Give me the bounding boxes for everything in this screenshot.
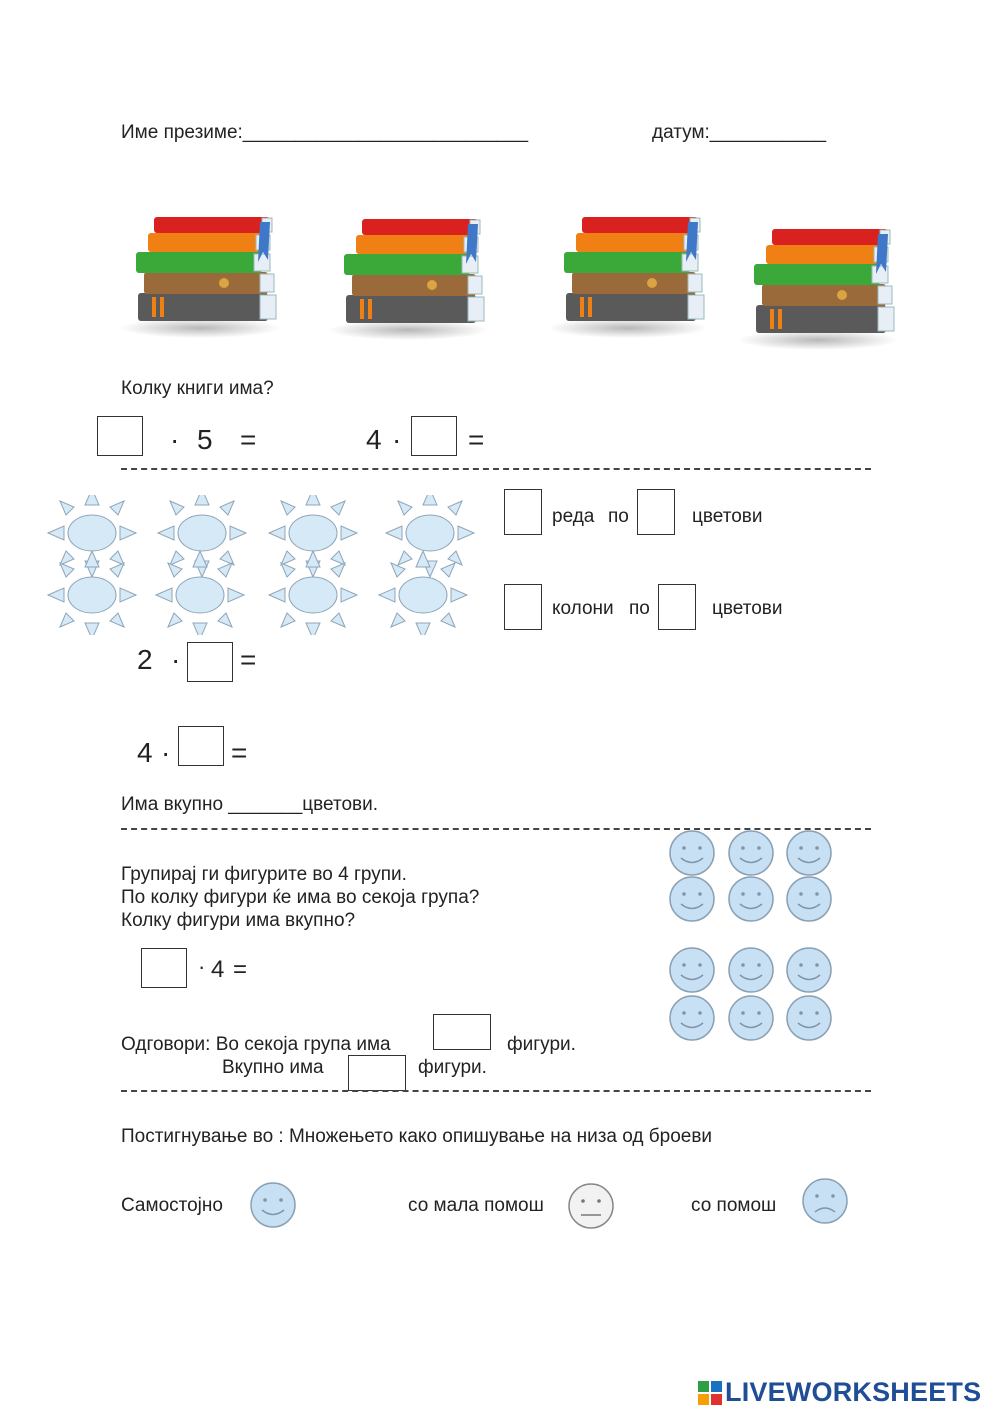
- factor-four: 4: [137, 737, 153, 768]
- neutral-face-icon: [567, 1183, 615, 1229]
- name-field-label: Име презиме:___________________________: [121, 122, 529, 143]
- assessment-option-little-help: со мала помош: [408, 1195, 544, 1216]
- answer-group-size-box[interactable]: [433, 1014, 491, 1050]
- date-field-label: датум:___________: [652, 122, 827, 143]
- assessment-option-with-help: со помош: [691, 1195, 777, 1216]
- assessment-title: Постигнување во : Множењето како опишување на низа од броеви: [121, 1126, 713, 1147]
- equals-sign: =: [468, 424, 485, 455]
- books-question: Колку книги има?: [121, 378, 274, 399]
- answer-total-box[interactable]: [348, 1055, 406, 1091]
- flowers-total: Има вкупно _______цветови.: [121, 794, 379, 815]
- flower-answer-box-1[interactable]: [187, 642, 233, 682]
- po-word: по: [608, 506, 629, 527]
- section-divider: [121, 1090, 871, 1092]
- dot-symbol: ·: [161, 737, 171, 768]
- equals-sign: =: [233, 956, 248, 983]
- answer-unit-2: фигури.: [418, 1057, 487, 1078]
- flowers-per-column-box[interactable]: [658, 584, 696, 630]
- flower-array: [40, 495, 480, 635]
- brand-logo-icon: [698, 1381, 722, 1405]
- group-instruction-2: По колку фигури ќе има во секоја група?: [121, 887, 480, 908]
- answer-total-label: Вкупно има: [222, 1057, 324, 1078]
- factor-four: 4: [211, 956, 225, 983]
- equals-sign: =: [240, 424, 257, 455]
- group-instruction-3: Колку фигури има вкупно?: [121, 910, 356, 931]
- answer-prefix: Одговори: Во секоја група има: [121, 1034, 391, 1055]
- dot-symbol: ·: [198, 954, 206, 979]
- books-answer-box-1[interactable]: [97, 416, 143, 456]
- group-instruction-1: Групирај ги фигурите во 4 групи.: [121, 864, 407, 885]
- brand-name: LIVEWORKSHEETS: [725, 1377, 982, 1407]
- flowers-word: цветови: [712, 598, 783, 619]
- smiley-faces-grid: [660, 826, 850, 1046]
- dot-symbol: ·: [170, 424, 180, 455]
- book-stacks: [120, 200, 940, 370]
- columns-count-box[interactable]: [504, 584, 542, 630]
- factor-two: 2: [137, 644, 153, 675]
- flowers-word: цветови: [692, 506, 763, 527]
- section-divider: [121, 468, 871, 470]
- flower-answer-box-2[interactable]: [178, 726, 224, 766]
- factor-five: 5: [197, 424, 213, 455]
- dot-symbol: ·: [392, 424, 402, 455]
- equals-sign: =: [240, 644, 257, 675]
- rows-count-box[interactable]: [504, 489, 542, 535]
- books-answer-box-2[interactable]: [411, 416, 457, 456]
- rows-word: реда: [552, 506, 595, 527]
- happy-face-icon: [249, 1182, 297, 1228]
- columns-word: колони: [552, 598, 614, 619]
- group-size-box[interactable]: [141, 948, 187, 988]
- factor-four: 4: [366, 424, 382, 455]
- answer-unit-1: фигури.: [507, 1034, 576, 1055]
- dot-symbol: ·: [171, 644, 181, 675]
- sad-face-icon: [800, 1178, 850, 1224]
- assessment-option-independent: Самостојно: [121, 1195, 223, 1216]
- po-word: по: [629, 598, 650, 619]
- flowers-per-row-box[interactable]: [637, 489, 675, 535]
- equals-sign: =: [231, 737, 248, 768]
